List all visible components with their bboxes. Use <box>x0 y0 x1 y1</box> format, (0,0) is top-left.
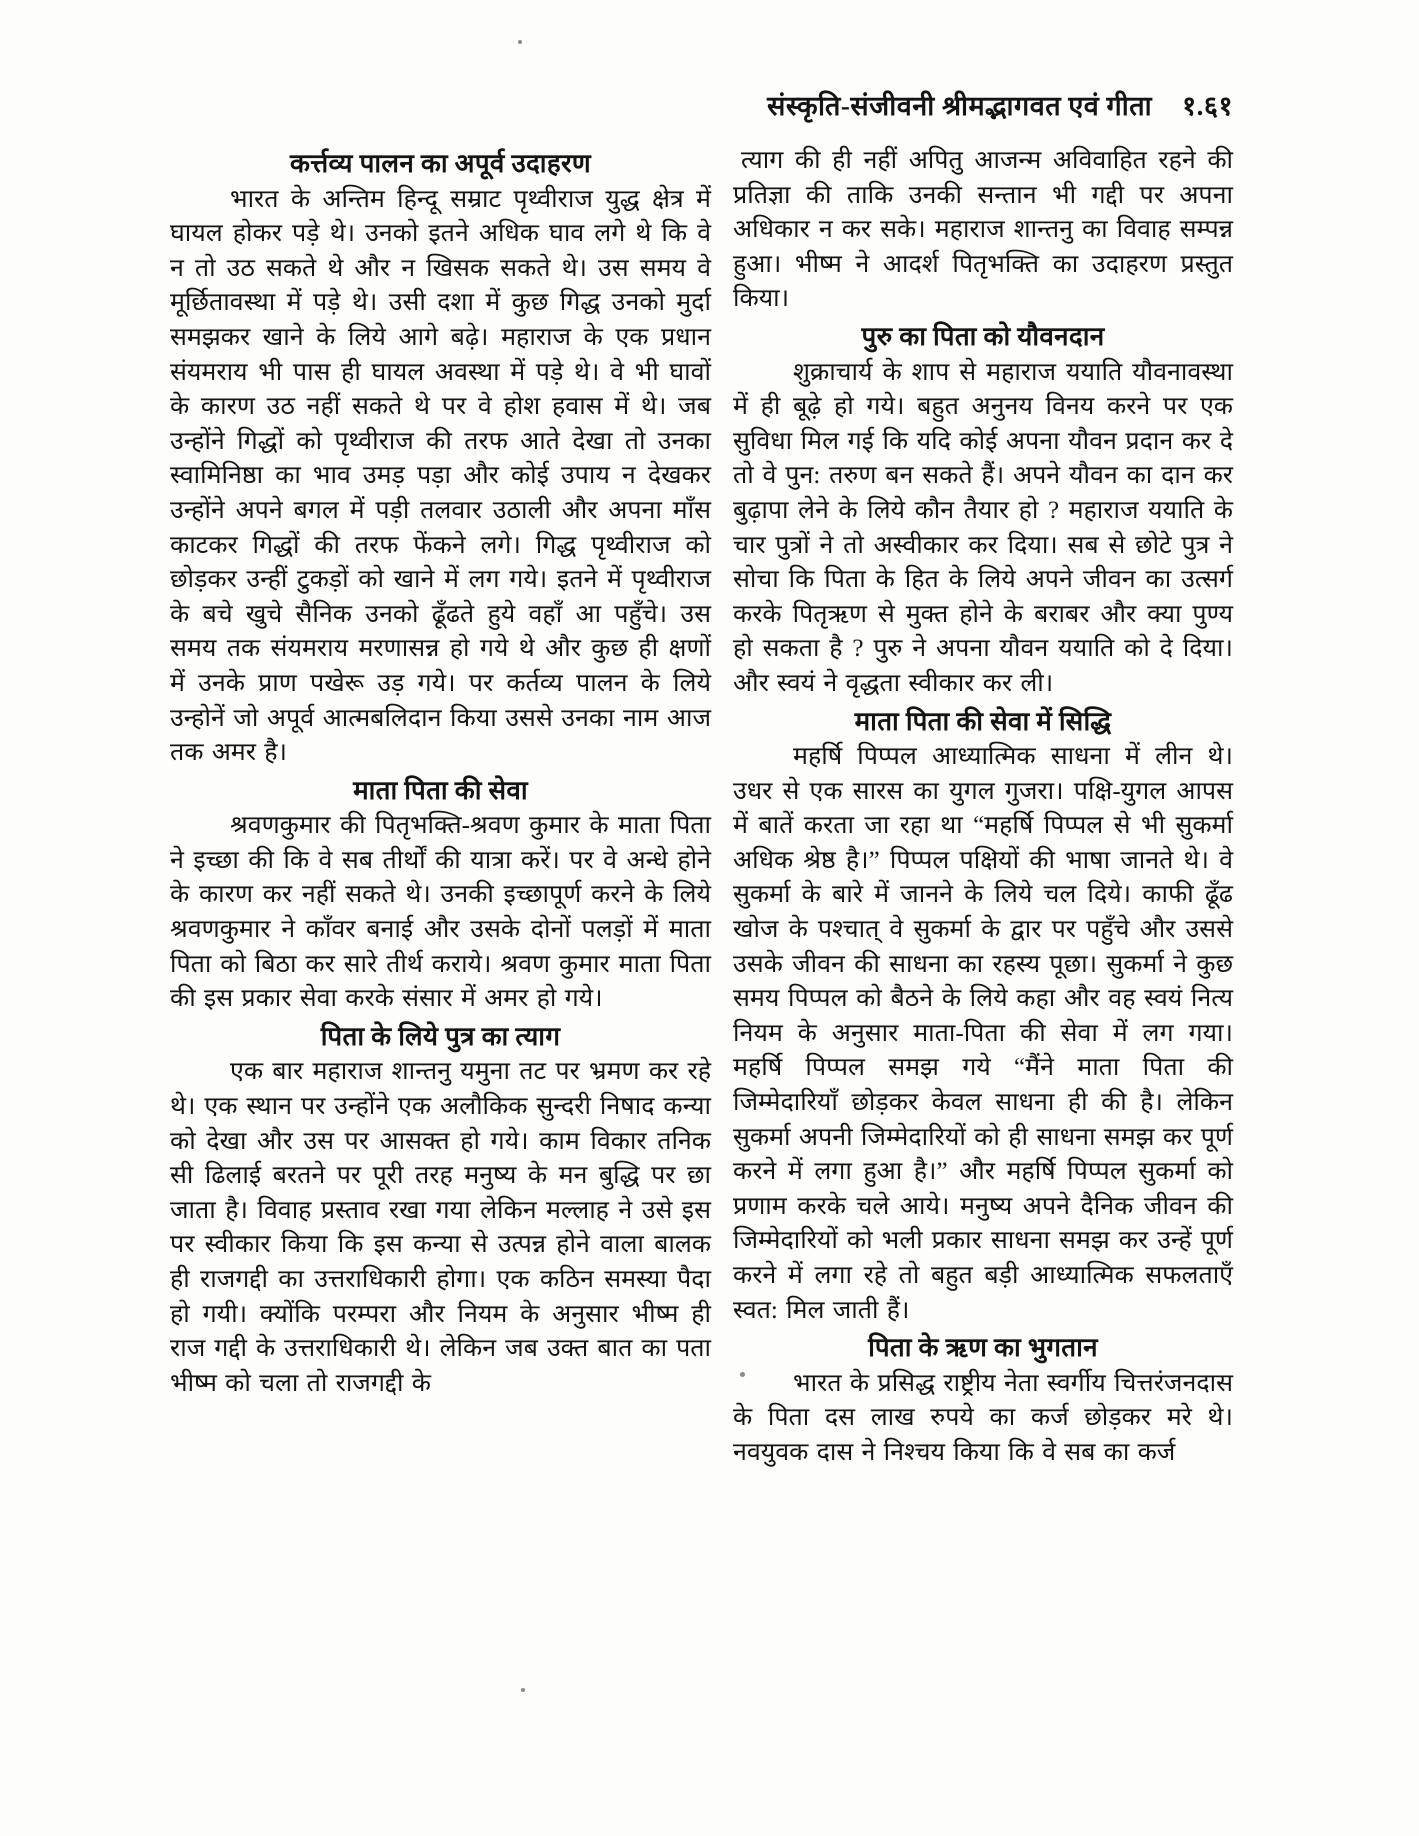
section-heading-parents-service: माता पिता की सेवा <box>353 775 528 805</box>
text-columns <box>170 144 1233 1471</box>
paragraph-continuation: त्याग की ही नहीं अपितु आजन्म अविवाहित रहने की प्रतिज्ञा की ताकि उनकी सन्तान भी गद्दी पर अपना अधिकार न कर सके। महाराज शान्तनु का विवाह सम्पन्न हुआ। भीष्म ने आदर्श पितृभक्ति का उदाहरण प्रस्तुत किया। <box>733 147 1233 313</box>
section-heading-fathers-debt: पिता के ऋण का भुगतान <box>868 1333 1098 1363</box>
scan-speck <box>740 1372 745 1377</box>
section-heading-siddhi-in-service: माता पिता की सेवा में सिद्धि <box>854 706 1112 736</box>
section-heading-duty-example: कर्त्तव्य पालन का अपूर्व उदाहरण <box>290 149 591 178</box>
scan-speck <box>521 1688 525 1692</box>
paragraph-siddhi-in-service: महर्षि पिप्पल आध्यात्मिक साधना में लीन थे। उधर से एक सारस का युगल गुजरा। पक्षि-युगल आपस में बातें करता जा रहा था “महर्षि पिप्पल से भी सुकर्मा अधिक श्रेष्ठ है।” पिप्पल पक्षियों की भाषा जानते थे। वे सुकर्मा के बारे में जानने के लिये चल दिये। काफी ढूँढ खोज के पश्चात् वे सुकर्मा के द्वार पर पहुँचे और उससे उसके जीवन की साधना का रहस्य पूछा। सुकर्मा ने कुछ समय पिप्पल को बैठने के लिये कहा और वह स्वयं नित्य नियम के अनुसार माता-पिता की सेवा में लग गया। महर्षि पिप्पल समझ गये “मैंने माता पिता की जिम्मेदारियाँ छोड़कर केवल साधना ही की है। लेकिन सुकर्मा अपनी जिम्मेदारियों को ही साधना समझ कर पूर्ण करने में लगा हुआ है।” और महर्षि पिप्पल सुकर्मा को प्रणाम करके चले आये। मनुष्य अपने दैनिक जीवन की जिम्मेदारियों को भली प्रकार साधना समझ कर उन्हें पूर्ण करने में लगा रहे तो बहुत बड़ी आध्यात्मिक सफलताएँ स्वत: मिल जाती हैं। <box>733 743 1233 1324</box>
section-heading-youth-donation: पुरु का पिता को यौवनदान <box>861 321 1105 351</box>
right-column <box>733 144 1233 1471</box>
left-column <box>170 144 711 1471</box>
paragraph-duty-example: भारत के अन्तिम हिन्दू सम्राट पृथ्वीराज युद्ध क्षेत्र में घायल होकर पड़े थे। उनको इतने अधिक घाव लगे थे कि वे न तो उठ सकते थे और न खिसक सकते थे। उस समय वे मूर्छितावस्था में पड़े थे। उसी दशा में कुछ गिद्ध उनको मुर्दा समझकर खाने के लिये आगे बढ़े। महाराज के एक प्रधान संयमराय भी पास ही घायल अवस्था में पड़े थे। वे भी घावों के कारण उठ नहीं सकते थे पर वे होश हवास में थे। जब उन्होंने गिद्धों को पृथ्वीराज की तरफ आते देखा तो उनका स्वामिनिष्ठा का भाव उमड़ पड़ा और कोई उपाय न देखकर उन्होंने अपने बगल में पड़ी तलवार उठाली और अपना माँस काटकर गिद्धों की तरफ फेंकने लगे। गिद्ध पृथ्वीराज को छोड़कर उन्हीं टुकड़ों को खाने में लग गये। इतने में पृथ्वीराज के बचे खुचे सैनिक उनको ढूँढते हुये वहाँ आ पहुँचे। उस समय तक संयमराय मरणासन्न हो गये थे और कुछ ही क्षणों में उनके प्राण पखेरू उड़ गये। पर कर्तव्य पालन के लिये उन्होनें जो अपूर्व आत्मबलिदान किया उससे उनका नाम आज तक अमर है। <box>170 185 711 767</box>
book-title: संस्कृति-संजीवनी श्रीमद्भागवत एवं गीता <box>767 91 1153 121</box>
scan-speck <box>518 40 522 44</box>
running-head <box>767 86 1233 123</box>
page-number: १.६१ <box>1182 91 1233 121</box>
paragraph-sons-sacrifice: एक बार महाराज शान्तनु यमुना तट पर भ्रमण कर रहे थे। एक स्थान पर उन्होंने एक अलौकिक सुन्दरी निषाद कन्या को देखा और उस पर आसक्त हो गये। काम विकार तनिक सी ढिलाई बरतने पर पूरी तरह मनुष्य के मन बुद्धि पर छा जाता है। विवाह प्रस्ताव रखा गया लेकिन मल्लाह ने उसे इस पर स्वीकार किया कि इस कन्या से उत्पन्न होने वाला बालक ही राजगद्दी का उत्तराधिकारी होगा। एक कठिन समस्या पैदा हो गयी। क्योंकि परम्परा और नियम के अनुसार भीष्म ही राज गद्दी के उत्तराधिकारी थे। लेकिन जब उक्त बात का पता भीष्म को चला तो राजगद्दी के <box>170 1058 711 1397</box>
section-heading-sons-sacrifice: पिता के लिये पुत्र का त्याग <box>320 1021 561 1051</box>
paragraph-parents-service: श्रवणकुमार की पितृभक्ति-श्रवण कुमार के माता पिता ने इच्छा की कि वे सब तीर्थों की यात्रा करें। पर वे अन्धे होने के कारण कर नहीं सकते थे। उनकी इच्छापूर्ण करने के लिये श्रवणकुमार ने काँवर बनाई और उसके दोनों पलड़ों में माता पिता को बिठा कर सारे तीर्थ कराये। श्रवण कुमार माता पिता की इस प्रकार सेवा करके संसार में अमर हो गये। <box>170 812 711 1013</box>
paragraph-fathers-debt: भारत के प्रसिद्ध राष्ट्रीय नेता स्वर्गीय चित्तरंजनदास के पिता दस लाख रुपये का कर्ज छोड़कर मरे थे। नवयुवक दास ने निश्चय किया कि वे सब का कर्ज <box>733 1369 1233 1466</box>
paragraph-youth-donation: शुक्राचार्य के शाप से महाराज ययाति यौवनावस्था में ही बूढ़े हो गये। बहुत अनुनय विनय करने पर एक सुविधा मिल गई कि यदि कोई अपना यौवन प्रदान कर दे तो वे पुन: तरुण बन सकते हैं। अपने यौवन का दान कर बुढ़ापा लेने के लिये कौन तैयार हो ? महाराज ययाति के चार पुत्रों ने तो अस्वीकार कर दिया। सब से छोटे पुत्र ने सोचा कि पिता के हित के लिये अपने जीवन का उत्सर्ग करके पितृऋण से मुक्त होने के बराबर और क्या पुण्य हो सकता है ? पुरु ने अपना यौवन ययाति को दे दिया। और स्वयं ने वृद्धता स्वीकार कर ली। <box>733 358 1233 697</box>
